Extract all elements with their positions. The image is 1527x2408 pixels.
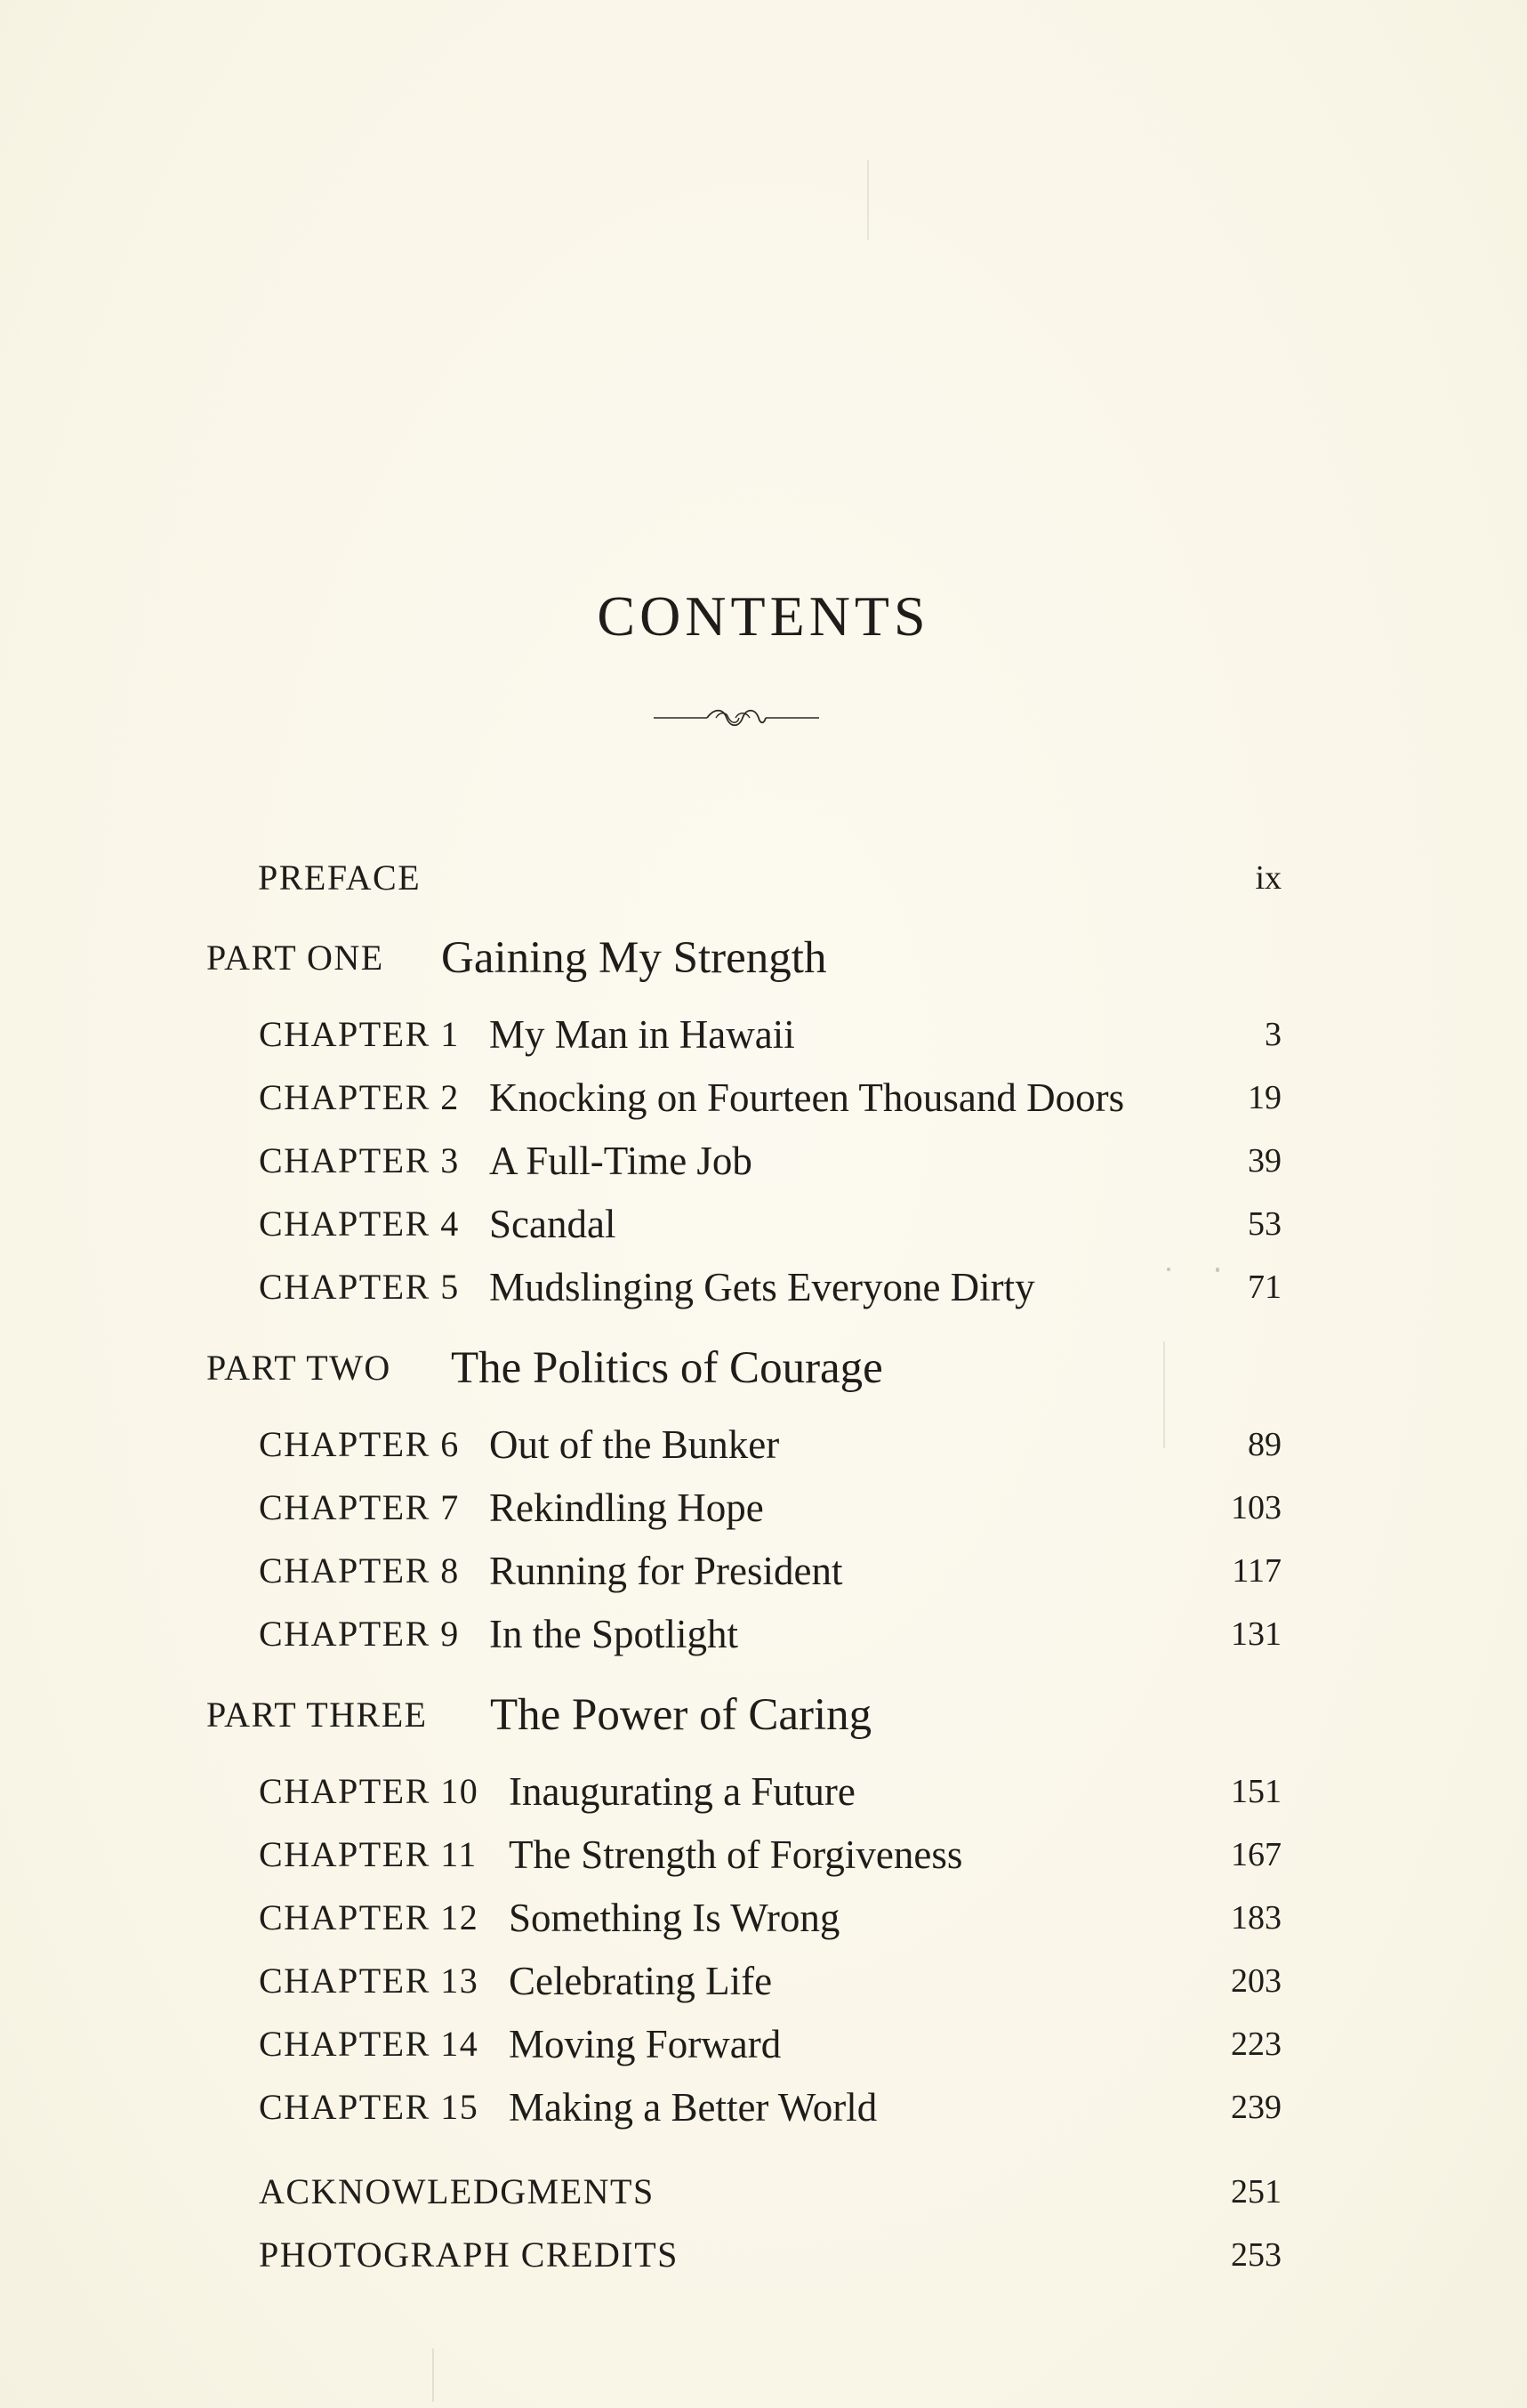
- chapter-title: Making a Better World: [509, 2085, 878, 2130]
- toc-chapter-entry[interactable]: [0, 1765, 1527, 1818]
- flourish-ornament-icon: [652, 703, 821, 733]
- toc-entry-photograph-credits[interactable]: [0, 2228, 1527, 2282]
- toc-chapter-entry[interactable]: [0, 1008, 1527, 1061]
- chapter-label: CHAPTER 6: [259, 1424, 460, 1464]
- chapter-title: Knocking on Fourteen Thousand Doors: [489, 1075, 1125, 1120]
- part-label: PART ONE: [206, 938, 384, 978]
- scan-speck: [432, 2348, 434, 2402]
- chapter-label: CHAPTER 7: [259, 1487, 460, 1527]
- toc-chapter-entry[interactable]: [0, 1071, 1527, 1124]
- chapter-label: CHAPTER 3: [259, 1140, 460, 1180]
- page-number: 251: [1231, 2173, 1282, 2211]
- toc-chapter-entry[interactable]: [0, 1544, 1527, 1598]
- chapter-title: Mudslinging Gets Everyone Dirty: [489, 1265, 1035, 1309]
- chapter-label: CHAPTER 1: [259, 1014, 460, 1054]
- toc-chapter-entry[interactable]: [0, 1607, 1527, 1661]
- part-label: PART THREE: [206, 1695, 428, 1735]
- chapter-label: CHAPTER 8: [259, 1550, 460, 1591]
- scan-speck: [867, 160, 869, 240]
- toc-part-heading[interactable]: [0, 1341, 1527, 1395]
- page-number: ix: [1255, 859, 1282, 897]
- page-number: 131: [1231, 1615, 1282, 1653]
- page-number: 117: [1232, 1552, 1282, 1590]
- chapter-title: Running for President: [489, 1549, 843, 1593]
- chapter-title: Out of the Bunker: [489, 1422, 780, 1467]
- chapter-label: CHAPTER 4: [259, 1204, 460, 1244]
- part-title: The Power of Caring: [490, 1690, 872, 1740]
- entry-label: PHOTOGRAPH CREDITS: [259, 2235, 679, 2275]
- page-number: 103: [1231, 1489, 1282, 1526]
- page-number: 239: [1231, 2089, 1282, 2126]
- chapter-label: CHAPTER 12: [259, 1897, 479, 1937]
- toc-chapter-entry[interactable]: [0, 2017, 1527, 2071]
- chapter-label: CHAPTER 5: [259, 1267, 460, 1307]
- chapter-title: Moving Forward: [509, 2022, 782, 2066]
- page-number: 19: [1248, 1079, 1282, 1116]
- entry-label: PREFACE: [258, 858, 422, 898]
- page-number: 203: [1231, 1962, 1282, 2000]
- part-label: PART TWO: [206, 1348, 391, 1388]
- page-number: 167: [1231, 1836, 1282, 1873]
- chapter-title: In the Spotlight: [489, 1612, 738, 1656]
- page-number: 39: [1248, 1142, 1282, 1180]
- chapter-label: CHAPTER 10: [259, 1771, 479, 1811]
- toc-chapter-entry[interactable]: [0, 1134, 1527, 1188]
- page-number: 253: [1231, 2236, 1282, 2274]
- page-number: 183: [1231, 1899, 1282, 1937]
- chapter-label: CHAPTER 13: [259, 1961, 479, 2001]
- part-title: The Politics of Courage: [451, 1343, 883, 1393]
- toc-chapter-entry[interactable]: [0, 1891, 1527, 1945]
- toc-chapter-entry[interactable]: [0, 1197, 1527, 1251]
- chapter-label: CHAPTER 2: [259, 1077, 460, 1117]
- part-title: Gaining My Strength: [441, 933, 827, 983]
- toc-entry-acknowledgments[interactable]: [0, 2165, 1527, 2219]
- page-title: CONTENTS: [597, 584, 930, 648]
- chapter-title: Celebrating Life: [509, 1959, 773, 2003]
- page-number: 151: [1231, 1773, 1282, 1810]
- chapter-label: CHAPTER 11: [259, 1834, 478, 1874]
- toc-chapter-entry[interactable]: [0, 1418, 1527, 1471]
- toc-chapter-entry[interactable]: [0, 1828, 1527, 1881]
- chapter-title: Rekindling Hope: [489, 1486, 764, 1530]
- toc-entry-preface[interactable]: [0, 851, 1527, 905]
- chapter-title: Scandal: [489, 1202, 616, 1246]
- chapter-title: Inaugurating a Future: [509, 1769, 856, 1814]
- chapter-title: The Strength of Forgiveness: [509, 1832, 963, 1877]
- page-number: 71: [1248, 1268, 1282, 1306]
- toc-chapter-entry[interactable]: [0, 2081, 1527, 2134]
- chapter-title: My Man in Hawaii: [489, 1012, 795, 1057]
- chapter-label: CHAPTER 15: [259, 2087, 479, 2127]
- toc-chapter-entry[interactable]: [0, 1260, 1527, 1314]
- toc-chapter-entry[interactable]: [0, 1954, 1527, 2008]
- chapter-title: Something Is Wrong: [509, 1896, 840, 1940]
- page-number: 223: [1231, 2025, 1282, 2063]
- toc-part-heading[interactable]: [0, 1688, 1527, 1742]
- chapter-title: A Full-Time Job: [489, 1139, 752, 1183]
- page-number: 89: [1248, 1426, 1282, 1463]
- toc-part-heading[interactable]: [0, 931, 1527, 985]
- page-number: 3: [1265, 1016, 1282, 1053]
- chapter-label: CHAPTER 14: [259, 2024, 479, 2064]
- toc-chapter-entry[interactable]: [0, 1481, 1527, 1534]
- page-number: 53: [1248, 1205, 1282, 1243]
- chapter-label: CHAPTER 9: [259, 1614, 460, 1654]
- entry-label: ACKNOWLEDGMENTS: [259, 2171, 655, 2211]
